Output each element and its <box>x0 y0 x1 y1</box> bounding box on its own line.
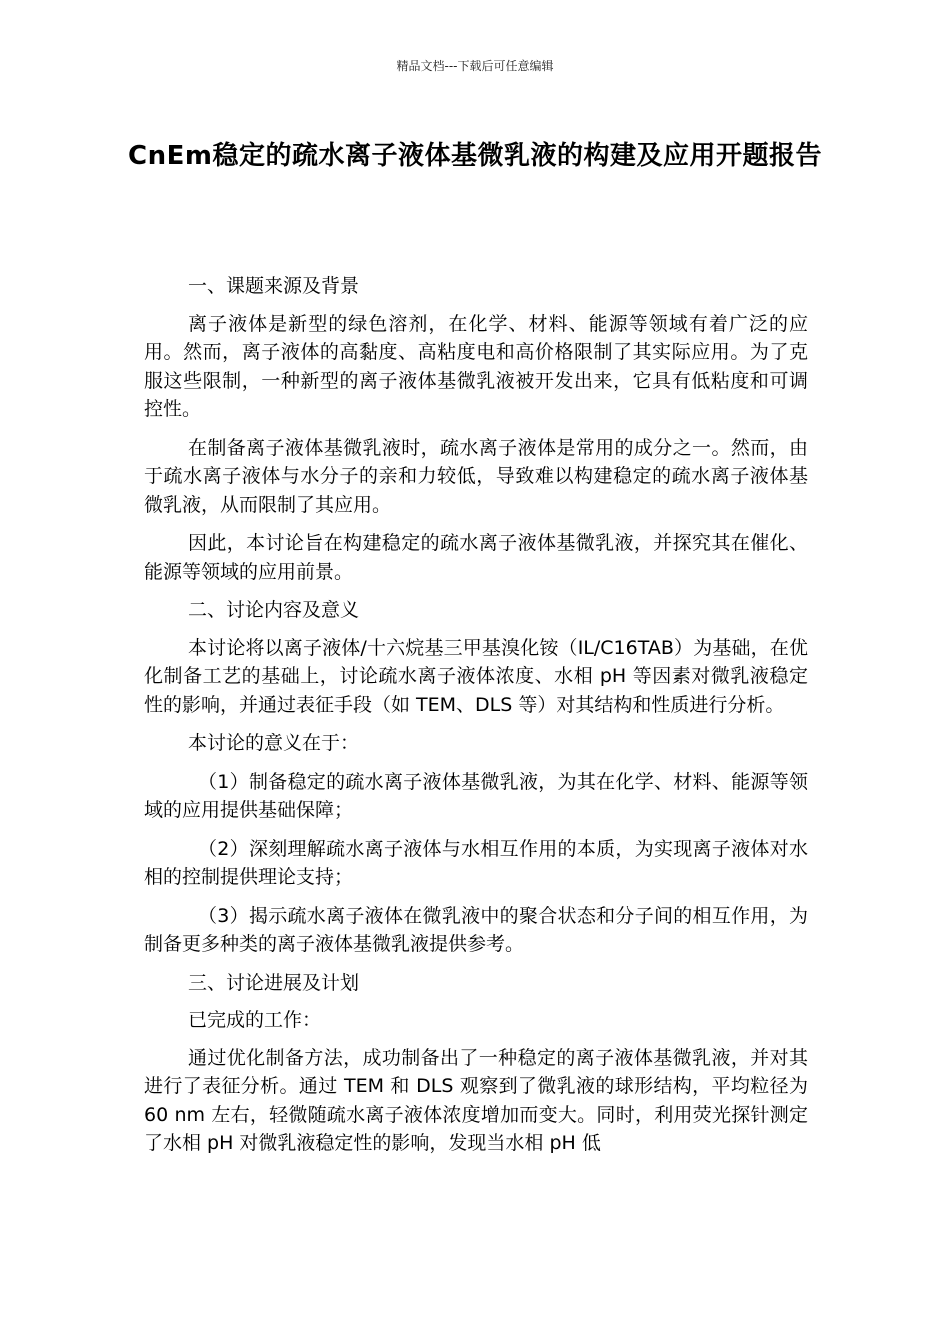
page-header: 精品文档---下载后可任意编辑 <box>396 59 554 73</box>
section-heading: 一、课题来源及背景 <box>188 275 360 297</box>
body-paragraph: 本讨论将以离子液体/十六烷基三甲基溴化铵（IL/C16TAB）为基础，在优化制备工艺的基础上，讨论疏水离子液体浓度、水相 pH 等因素对微乳液稳定性的影响，并通过表征手段（如 TEM、DLS 等）对其结构和性质进行分析。 <box>144 636 808 716</box>
list-item: （1）制备稳定的疏水离子液体基微乳液，为其在化学、材料、能源等领域的应用提供基础保障； <box>144 770 808 821</box>
list-item: （3）揭示疏水离子液体在微乳液中的聚合状态和分子间的相互作用，为制备更多种类的离子液体基微乳液提供参考。 <box>144 904 808 955</box>
body-paragraph: 在制备离子液体基微乳液时，疏水离子液体是常用的成分之一。然而，由于疏水离子液体与水分子的亲和力较低，导致难以构建稳定的疏水离子液体基微乳液，从而限制了其应用。 <box>144 436 808 516</box>
subsection-heading: 已完成的工作： <box>188 1009 322 1031</box>
section-heading: 二、讨论内容及意义 <box>188 599 360 621</box>
section-heading: 三、讨论进展及计划 <box>188 971 360 994</box>
body-paragraph: 因此，本讨论旨在构建稳定的疏水离子液体基微乳液，并探究其在催化、能源等领域的应用前景。 <box>144 532 808 583</box>
document-title: CnEm稳定的疏水离子液体基微乳液的构建及应用开题报告 <box>128 141 822 171</box>
document-body <box>144 272 808 1168</box>
body-paragraph: 本讨论的意义在于： <box>188 732 360 754</box>
list-item: （2）深刻理解疏水离子液体与水相互作用的本质，为实现离子液体对水相的控制提供理论支持； <box>144 837 808 888</box>
body-paragraph: 离子液体是新型的绿色溶剂，在化学、材料、能源等领域有着广泛的应用。然而，离子液体的高黏度、高粘度电和高价格限制了其实际应用。为了克服这些限制，一种新型的离子液体基微乳液被开发出来，它具有低粘度和可调控性。 <box>144 312 808 420</box>
body-paragraph: 通过优化制备方法，成功制备出了一种稳定的离子液体基微乳液，并对其进行了表征分析。通过 TEM 和 DLS 观察到了微乳液的球形结构，平均粒径为 60 nm 左右，轻微随疏水离子液体浓度增加而变大。同时，利用荧光探针测定了水相 pH 对微乳液稳定性的影响，发现当水相 pH 低 <box>144 1046 808 1154</box>
